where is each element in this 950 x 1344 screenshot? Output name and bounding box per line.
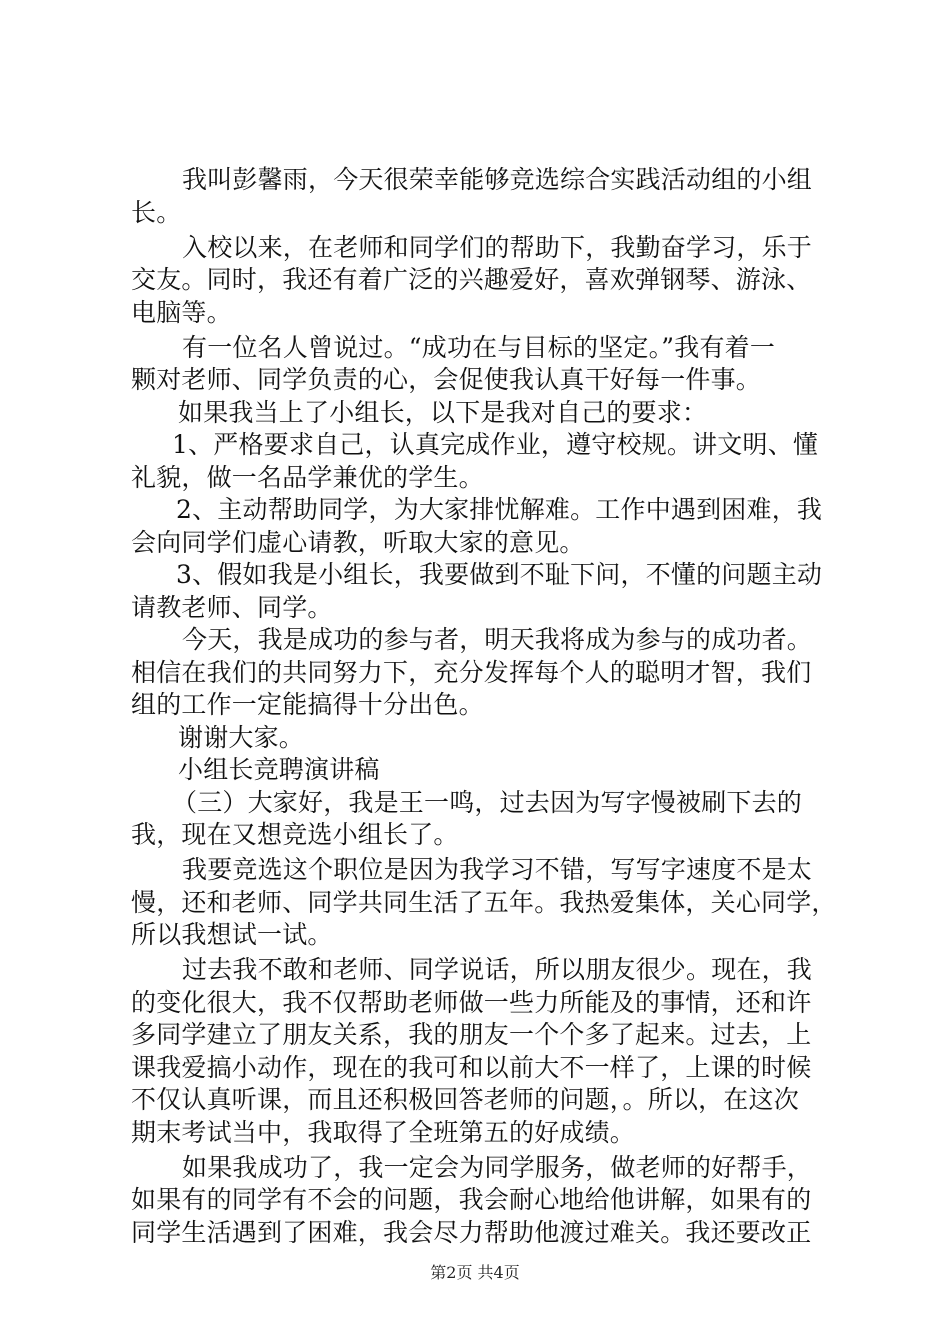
text-line: 如果有的同学有不会的问题，我会耐心地给他讲解，如果有的 bbox=[131, 1185, 812, 1214]
text-line: 请教老师、同学。 bbox=[131, 593, 333, 622]
text-line: 有一位名人曾说过。“成功在与目标的坚定。”我有着一 bbox=[182, 333, 776, 362]
text-line: 交友。同时，我还有着广泛的兴趣爱好，喜欢弹钢琴、游泳、 bbox=[131, 265, 812, 294]
text-line: 我叫彭馨雨，今天很荣幸能够竞选综合实践活动组的小组 bbox=[182, 165, 813, 194]
text-line: 期末考试当中，我取得了全班第五的好成绩。 bbox=[131, 1118, 636, 1147]
text-line: 我，现在又想竞选小组长了。 bbox=[131, 820, 459, 849]
text-line: 同学生活遇到了困难，我会尽力帮助他渡过难关。我还要改正 bbox=[131, 1218, 812, 1247]
text-line: 慢，还和老师、同学共同生活了五年。我热爱集体，关心同学， bbox=[131, 888, 837, 917]
text-line: 入校以来，在老师和同学们的帮助下，我勤奋学习，乐于 bbox=[182, 233, 813, 262]
text-line: 的变化很大，我不仅帮助老师做一些力所能及的事情，还和许 bbox=[131, 988, 812, 1017]
page-number: 第2页 共4页 bbox=[430, 1263, 520, 1282]
text-line: 会向同学们虚心请教，听取大家的意见。 bbox=[131, 528, 585, 557]
text-line: 过去我不敢和老师、同学说话，所以朋友很少。现在，我 bbox=[182, 955, 813, 984]
text-line: 电脑等。 bbox=[131, 298, 232, 327]
text-line: 课我爱搞小动作，现在的我可和以前大不一样了，上课的时候 bbox=[131, 1053, 812, 1082]
text-line: 如果我成功了，我一定会为同学服务，做老师的好帮手， bbox=[182, 1153, 813, 1182]
text-line: 如果我当上了小组长，以下是我对自己的要求： bbox=[178, 398, 708, 427]
text-line: （三）大家好，我是王一鸣，过去因为写字慢被刷下去的 bbox=[172, 788, 803, 817]
text-line: 多同学建立了朋友关系，我的朋友一个个多了起来。过去，上 bbox=[131, 1020, 812, 1049]
text-line: 我要竞选这个职位是因为我学习不错，写写字速度不是太 bbox=[182, 855, 813, 884]
text-line: 3、假如我是小组长，我要做到不耻下问，不懂的问题主动 bbox=[176, 560, 823, 589]
text-line: 谢谢大家。 bbox=[178, 723, 305, 752]
text-line: 组的工作一定能搞得十分出色。 bbox=[131, 690, 484, 719]
text-line: 不仅认真听课，而且还积极回答老师的问题，。所以，在这次 bbox=[131, 1085, 799, 1114]
text-line: 相信在我们的共同努力下，充分发挥每个人的聪明才智，我们 bbox=[131, 658, 812, 687]
text-line: 1、严格要求自己，认真完成作业，遵守校规。讲文明、懂 bbox=[172, 430, 819, 459]
text-line: 礼貌，做一名品学兼优的学生。 bbox=[131, 463, 484, 492]
text-line: 今天，我是成功的参与者，明天我将成为参与的成功者。 bbox=[182, 625, 813, 654]
text-line: 2、主动帮助同学，为大家排忧解难。工作中遇到困难，我 bbox=[176, 495, 823, 524]
text-line: 颗对老师、同学负责的心，会促使我认真干好每一件事。 bbox=[131, 365, 762, 394]
text-line: 小组长竞聘演讲稿 bbox=[178, 755, 380, 784]
text-line: 长。 bbox=[131, 198, 182, 227]
text-line: 所以我想试一试。 bbox=[131, 920, 333, 949]
